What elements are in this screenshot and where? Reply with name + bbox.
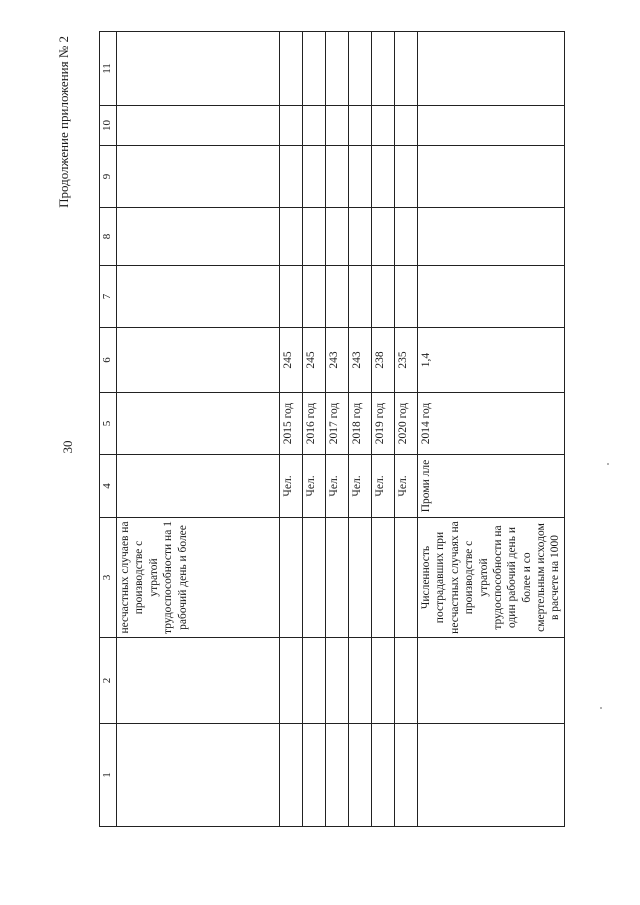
column-header: 8 <box>100 208 117 266</box>
table-cell <box>349 146 372 208</box>
indicator-name-cell <box>326 518 349 638</box>
table-cell <box>280 724 303 827</box>
table-cell <box>326 638 349 724</box>
indicator-name-cell <box>372 518 395 638</box>
table-cell <box>349 106 372 146</box>
table-row <box>303 32 326 827</box>
table-cell <box>326 208 349 266</box>
table-cell <box>280 106 303 146</box>
table-cell <box>303 638 326 724</box>
table-cell <box>372 638 395 724</box>
value-cell: 238 <box>372 328 395 393</box>
table-cell <box>349 724 372 827</box>
table-row <box>117 32 280 827</box>
table-cell <box>117 106 280 146</box>
year-cell: 2018 год <box>349 393 372 455</box>
indicator-name-cell <box>349 518 372 638</box>
table-row <box>349 32 372 827</box>
table-cell <box>117 638 280 724</box>
table-cell <box>303 32 326 106</box>
table-cell <box>395 32 418 106</box>
table-cell <box>349 266 372 328</box>
value-cell: 243 <box>326 328 349 393</box>
year-cell <box>117 393 280 455</box>
table-cell <box>326 146 349 208</box>
table-cell <box>280 32 303 106</box>
indicator-name-cell <box>395 518 418 638</box>
table-cell <box>349 208 372 266</box>
table-cell <box>326 724 349 827</box>
column-header: 9 <box>100 146 117 208</box>
column-header: 10 <box>100 106 117 146</box>
table-cell <box>395 106 418 146</box>
unit-cell: Чел. <box>326 455 349 518</box>
year-cell: 2014 год <box>418 393 565 455</box>
table-cell <box>117 724 280 827</box>
table-header-row <box>100 32 117 827</box>
table-cell <box>418 146 565 208</box>
table-cell <box>303 208 326 266</box>
table-row <box>395 32 418 827</box>
column-header: 3 <box>100 518 117 638</box>
table-cell <box>418 638 565 724</box>
table-cell <box>326 32 349 106</box>
table-row <box>372 32 395 827</box>
table-cell <box>395 638 418 724</box>
unit-cell: Чел. <box>303 455 326 518</box>
value-cell: 235 <box>395 328 418 393</box>
column-header: 6 <box>100 328 117 393</box>
year-cell: 2016 год <box>303 393 326 455</box>
table-cell <box>372 266 395 328</box>
indicators-table <box>99 31 565 827</box>
table-cell <box>303 724 326 827</box>
table-cell <box>117 32 280 106</box>
year-cell: 2019 год <box>372 393 395 455</box>
table-cell <box>372 724 395 827</box>
table-cell <box>280 208 303 266</box>
unit-cell <box>117 455 280 518</box>
table-row <box>326 32 349 827</box>
table-cell <box>395 266 418 328</box>
unit-cell: Чел. <box>349 455 372 518</box>
page-number: 30 <box>60 440 75 454</box>
table-cell <box>303 146 326 208</box>
table-cell <box>326 266 349 328</box>
table-cell <box>395 724 418 827</box>
table-cell <box>395 146 418 208</box>
table-cell <box>372 146 395 208</box>
table-cell <box>280 638 303 724</box>
table-cell <box>117 266 280 328</box>
table-cell <box>418 724 565 827</box>
table-cell <box>395 208 418 266</box>
indicator-name-cell <box>303 518 326 638</box>
column-header: 5 <box>100 393 117 455</box>
table-cell <box>418 32 565 106</box>
unit-cell: Чел. <box>395 455 418 518</box>
indicator-name-cell <box>280 518 303 638</box>
unit-cell: Чел. <box>372 455 395 518</box>
table-cell <box>326 106 349 146</box>
value-cell: 245 <box>280 328 303 393</box>
table-cell <box>418 266 565 328</box>
table-row <box>418 32 565 827</box>
table-cell <box>349 638 372 724</box>
value-cell: 1,4 <box>418 328 565 393</box>
table-cell <box>418 106 565 146</box>
indicator-name-cell: Численность пострадавших при несчастных случаях на производстве с утратой трудоспособности на один рабочий день и более и со смертельным исходом в расчете на 1000 <box>418 518 565 638</box>
value-cell <box>117 328 280 393</box>
year-cell: 2020 год <box>395 393 418 455</box>
table-cell <box>117 146 280 208</box>
value-cell: 243 <box>349 328 372 393</box>
year-cell: 2017 год <box>326 393 349 455</box>
value-cell: 245 <box>303 328 326 393</box>
year-cell: 2015 год <box>280 393 303 455</box>
table-cell <box>372 32 395 106</box>
unit-cell: Проми лле <box>418 455 565 518</box>
indicator-name-cell: несчастных случаев на производстве с утратой трудоспособности на 1 рабочий день и более <box>117 518 280 638</box>
table-row <box>280 32 303 827</box>
table-cell <box>117 208 280 266</box>
table-cell <box>303 266 326 328</box>
unit-cell: Чел. <box>280 455 303 518</box>
table-cell <box>349 32 372 106</box>
table-cell <box>372 208 395 266</box>
column-header: 11 <box>100 32 117 106</box>
scan-speck <box>600 707 602 709</box>
table-cell <box>280 266 303 328</box>
appendix-continuation-note: Продолжение приложения № 2 <box>56 36 71 208</box>
column-header: 2 <box>100 638 117 724</box>
table-cell <box>280 146 303 208</box>
table-cell <box>303 106 326 146</box>
column-header: 7 <box>100 266 117 328</box>
column-header: 4 <box>100 455 117 518</box>
table-cell <box>372 106 395 146</box>
scan-speck <box>607 463 609 465</box>
column-header: 1 <box>100 724 117 827</box>
table-cell <box>418 208 565 266</box>
